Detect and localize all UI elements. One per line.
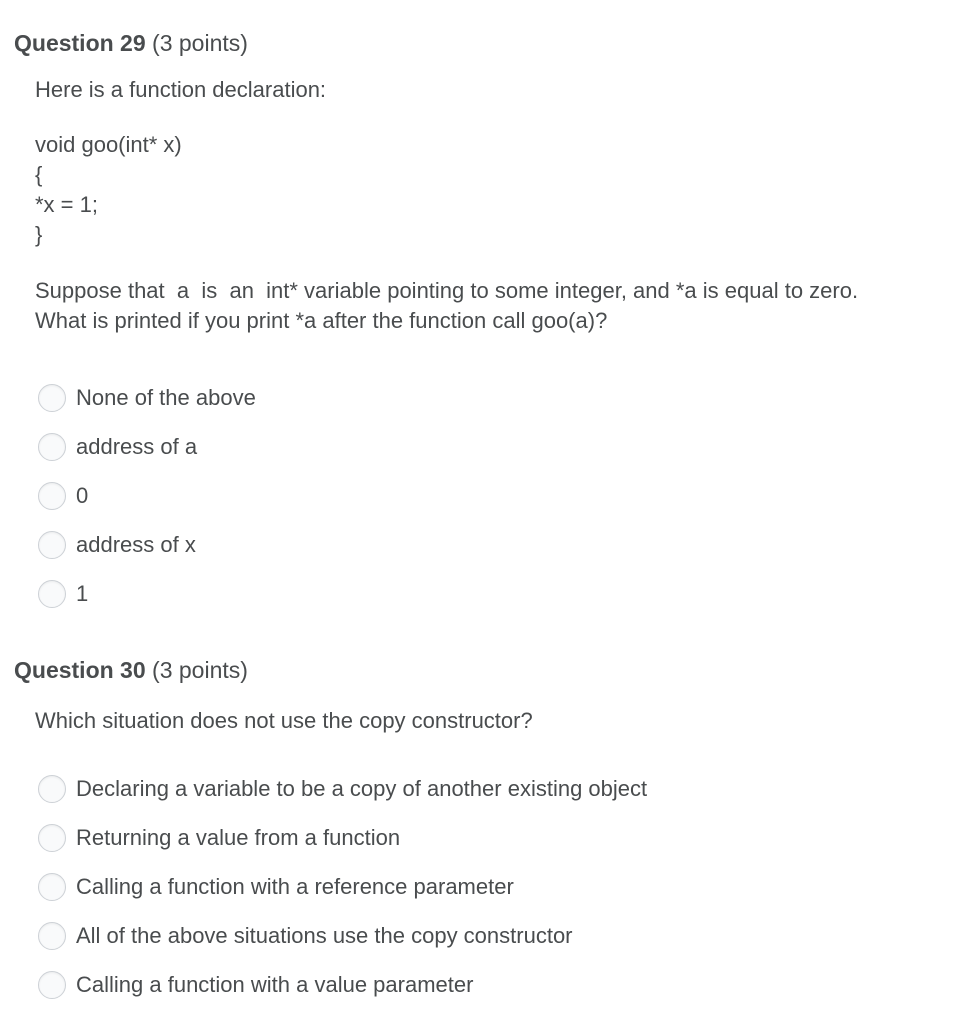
radio-button[interactable] [38,482,66,510]
option-label[interactable]: None of the above [76,385,256,410]
radio-button[interactable] [38,433,66,461]
option-label[interactable]: 1 [76,581,89,606]
question-30-points: (3 points) [152,657,248,683]
option-label[interactable]: Declaring a variable to be a copy of another existing object [76,776,648,801]
question-29-prompt-line-2: What is printed if you print *a after the function call goo(a)? [35,308,608,333]
question-29-option[interactable] [38,480,88,512]
question-30-option[interactable] [38,969,473,1001]
question-29-option[interactable] [38,382,256,414]
code-line: void goo(int* x) [35,132,182,157]
question-29-option[interactable] [38,529,196,561]
question-30-number: Question 30 [14,657,146,683]
radio-button[interactable] [38,580,66,608]
question-30-title [14,657,248,684]
option-label[interactable]: Calling a function with a reference parameter [76,874,514,899]
option-label[interactable]: address of x [76,532,196,557]
option-label[interactable]: address of a [76,434,198,459]
radio-button[interactable] [38,384,66,412]
option-label[interactable]: Calling a function with a value parameter [76,972,474,997]
code-line: } [35,222,43,247]
question-29-intro: Here is a function declaration: [35,77,327,102]
option-label[interactable]: Returning a value from a function [76,825,401,850]
question-30-option[interactable] [38,822,400,854]
radio-button[interactable] [38,775,66,803]
question-29-option[interactable] [38,431,197,463]
radio-button[interactable] [38,873,66,901]
question-29-title [14,30,248,57]
radio-button[interactable] [38,531,66,559]
question-29-prompt-line-1: Suppose that a is an int* variable pointing to some integer, and *a is equal to zero. [35,278,859,303]
question-30-option[interactable] [38,920,573,952]
question-30-option[interactable] [38,773,647,805]
radio-button[interactable] [38,971,66,999]
radio-button[interactable] [38,824,66,852]
option-label[interactable]: All of the above situations use the copy constructor [76,923,573,948]
question-29-number: Question 29 [14,30,146,56]
code-line: { [35,162,43,187]
radio-button[interactable] [38,922,66,950]
question-30-option[interactable] [38,871,514,903]
question-29-points: (3 points) [152,30,248,56]
question-30-prompt: Which situation does not use the copy constructor? [35,708,533,733]
code-line: *x = 1; [35,192,98,217]
option-label[interactable]: 0 [76,483,89,508]
question-29-option[interactable] [38,578,88,610]
